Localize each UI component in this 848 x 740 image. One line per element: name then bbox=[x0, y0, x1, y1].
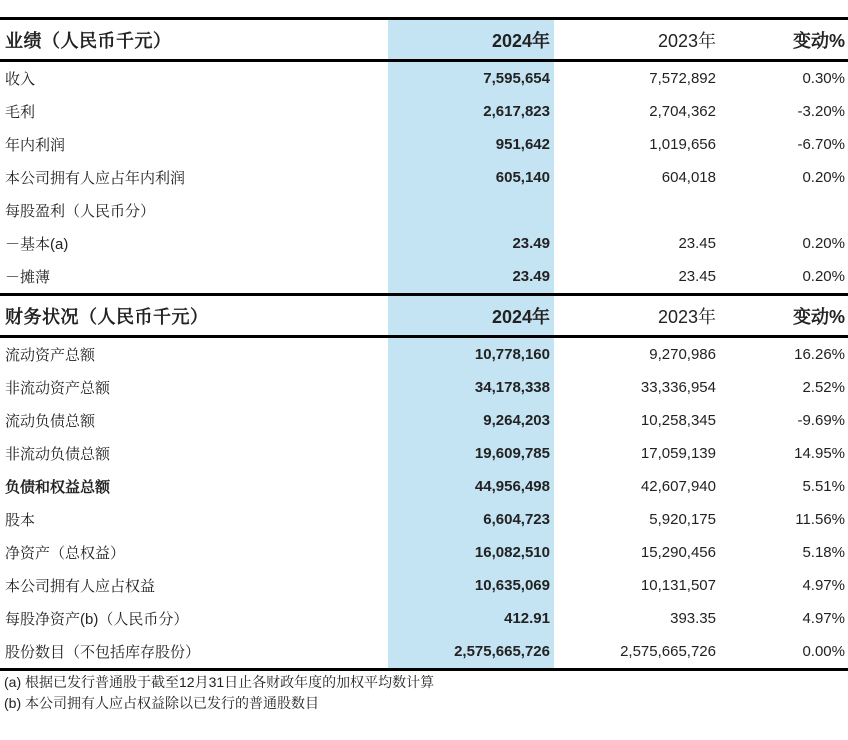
value-2024: 2,617,823 bbox=[388, 95, 554, 128]
financial-position-header-row bbox=[0, 295, 848, 337]
table-row bbox=[0, 536, 848, 569]
value-2024: 412.91 bbox=[388, 602, 554, 635]
value-2023: 2,704,362 bbox=[649, 103, 716, 120]
results-header-label: 业绩（人民币千元） bbox=[0, 19, 388, 61]
row-label: 流动资产总额 bbox=[5, 347, 96, 364]
financial-position-header-2023: 2023年 bbox=[554, 295, 720, 337]
row-label: 毛利 bbox=[5, 104, 36, 121]
value-2024: 7,595,654 bbox=[388, 61, 554, 96]
row-label: 股本 bbox=[5, 512, 36, 529]
results-header-change: 变动% bbox=[720, 19, 848, 61]
value-2023: 23.45 bbox=[678, 235, 716, 252]
value-2023: 15,290,456 bbox=[640, 544, 716, 561]
results-header-2023: 2023年 bbox=[554, 19, 720, 61]
change-value bbox=[720, 194, 848, 227]
value-2023: 10,258,345 bbox=[640, 412, 716, 429]
row-label: 负债和权益总额 bbox=[5, 479, 111, 496]
change-value: 0.20% bbox=[802, 235, 845, 252]
row-label: 每股净资产(b)（人民币分） bbox=[5, 611, 189, 628]
change-value: -9.69% bbox=[797, 412, 845, 429]
value-2024: 9,264,203 bbox=[388, 404, 554, 437]
change-value: 5.18% bbox=[802, 544, 845, 561]
value-2023: 17,059,139 bbox=[640, 445, 716, 462]
financial-position-header-change: 变动% bbox=[720, 295, 848, 337]
value-2023: 42,607,940 bbox=[640, 478, 716, 495]
value-2024: 23.49 bbox=[388, 227, 554, 260]
footnote-b: (b) 本公司拥有人应占权益除以已发行的普通股数目 bbox=[4, 695, 319, 711]
change-value: -6.70% bbox=[797, 136, 845, 153]
value-2024: 2,575,665,726 bbox=[388, 635, 554, 670]
change-value: -3.20% bbox=[797, 103, 845, 120]
value-2024: 951,642 bbox=[388, 128, 554, 161]
table-row bbox=[0, 470, 848, 503]
row-label: 非流动负债总额 bbox=[5, 446, 111, 463]
row-label: 本公司拥有人应占年内利润 bbox=[5, 170, 186, 187]
value-2023: 604,018 bbox=[661, 169, 716, 186]
value-2023 bbox=[554, 194, 720, 227]
value-2024: 23.49 bbox=[388, 260, 554, 295]
top-spacer bbox=[0, 0, 848, 19]
change-value: 5.51% bbox=[802, 478, 845, 495]
row-label: －基本(a) bbox=[5, 236, 69, 253]
table-row bbox=[0, 227, 848, 260]
row-label: 本公司拥有人应占权益 bbox=[5, 578, 156, 595]
table-row bbox=[0, 128, 848, 161]
change-value: 0.20% bbox=[802, 268, 845, 285]
value-2023: 1,019,656 bbox=[649, 136, 716, 153]
table-row bbox=[0, 437, 848, 470]
table-row bbox=[0, 371, 848, 404]
table-row bbox=[0, 194, 848, 227]
row-label: 流动负债总额 bbox=[5, 413, 96, 430]
table-row bbox=[0, 337, 848, 372]
change-value: 0.20% bbox=[802, 169, 845, 186]
value-2024: 6,604,723 bbox=[388, 503, 554, 536]
change-value: 16.26% bbox=[794, 346, 845, 363]
change-value: 11.56% bbox=[795, 511, 845, 528]
value-2024: 10,778,160 bbox=[388, 337, 554, 372]
financial-position-header-2024: 2024年 bbox=[388, 295, 554, 337]
table-row bbox=[0, 95, 848, 128]
table-row bbox=[0, 161, 848, 194]
row-label: 收入 bbox=[5, 71, 36, 88]
value-2024 bbox=[388, 194, 554, 227]
value-2023: 5,920,175 bbox=[649, 511, 716, 528]
table-row bbox=[0, 569, 848, 602]
value-2023: 9,270,986 bbox=[649, 346, 716, 363]
footnote-a: (a) 根据已发行普通股于截至12月31日止各财政年度的加权平均数计算 bbox=[4, 674, 435, 690]
value-2023: 33,336,954 bbox=[640, 379, 716, 396]
change-value: 14.95% bbox=[794, 445, 845, 462]
results-header-2024: 2024年 bbox=[388, 19, 554, 61]
financial-position-header-label: 财务状况（人民币千元） bbox=[0, 295, 388, 337]
value-2024: 44,956,498 bbox=[388, 470, 554, 503]
value-2023: 10,131,507 bbox=[640, 577, 716, 594]
value-2024: 605,140 bbox=[388, 161, 554, 194]
table-row bbox=[0, 503, 848, 536]
change-value: 4.97% bbox=[802, 577, 845, 594]
value-2023: 23.45 bbox=[678, 268, 716, 285]
footnotes bbox=[4, 672, 434, 714]
value-2023: 7,572,892 bbox=[649, 70, 716, 87]
row-label: 每股盈利（人民币分） bbox=[5, 203, 156, 220]
value-2023: 2,575,665,726 bbox=[554, 635, 720, 670]
value-2024: 34,178,338 bbox=[388, 371, 554, 404]
change-value: 0.00% bbox=[720, 635, 848, 670]
table-row bbox=[0, 404, 848, 437]
value-2024: 16,082,510 bbox=[388, 536, 554, 569]
value-2023: 393.35 bbox=[670, 610, 716, 627]
change-value: 4.97% bbox=[802, 610, 845, 627]
table-row bbox=[0, 61, 848, 96]
table-row bbox=[0, 602, 848, 635]
row-label: －摊薄 bbox=[5, 269, 51, 286]
table-row bbox=[0, 635, 848, 670]
value-2024: 19,609,785 bbox=[388, 437, 554, 470]
row-label: 年内利润 bbox=[5, 137, 66, 154]
change-value: 2.52% bbox=[802, 379, 845, 396]
row-label: 股份数目（不包括库存股份） bbox=[0, 635, 388, 670]
row-label: 净资产（总权益） bbox=[5, 545, 126, 562]
value-2024: 10,635,069 bbox=[388, 569, 554, 602]
table-row bbox=[0, 260, 848, 295]
change-value: 0.30% bbox=[802, 70, 845, 87]
results-header-row bbox=[0, 19, 848, 61]
row-label: 非流动资产总额 bbox=[5, 380, 111, 397]
